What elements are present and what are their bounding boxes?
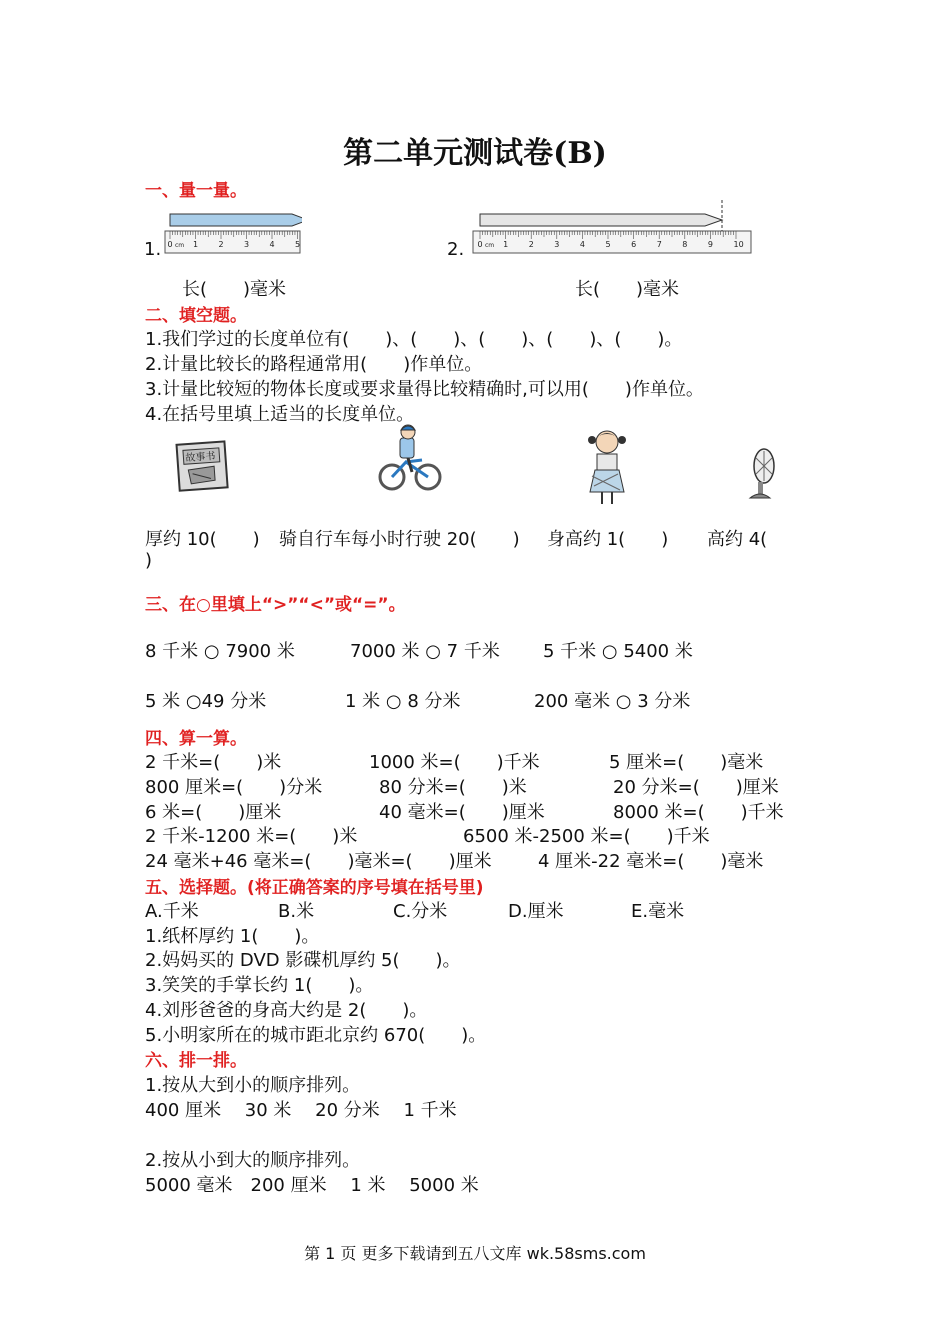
compare-6: 200 毫米 ○ 3 分米 [534,691,691,712]
unit-item-bicycle: 骑自行车每小时行驶 20( ) [279,529,520,550]
ruler2-tick-label: 5 [605,240,611,249]
pencil-2 [480,214,722,226]
calc-7: 6 米=( )厘米 [145,802,282,823]
ruler1-answer: 长( )毫米 [182,279,287,300]
order-question-1: 1.按从大到小的顺序排列。 [145,1075,361,1096]
choice-question-3: 3.笑笑的手掌长约 1( )。 [145,975,374,996]
fill-question-3: 3.计量比较短的物体长度或要求量得比较精确时,可以用( )作单位。 [145,379,704,400]
compare-5: 1 米 ○ 8 分米 [345,691,461,712]
compare-2: 7000 米 ○ 7 千米 [350,641,500,662]
option-a: A.千米 [145,901,199,922]
ruler2-tick-label: 2 [528,240,534,249]
compare-4: 5 米 ○49 分米 [145,691,267,712]
section5-heading: 五、选择题。(将正确答案的序号填在括号里) [145,878,484,898]
ruler1-figure [162,198,302,258]
option-c: C.分米 [393,901,448,922]
ruler2-tick-label: 1 [503,240,509,249]
calc-8: 40 毫米=( )厘米 [379,802,545,823]
page-title: 第二单元测试卷(B) [343,136,607,171]
choice-question-2: 2.妈妈买的 DVD 影碟机厚约 5( )。 [145,950,461,971]
ruler2-tick-label: 6 [631,240,637,249]
option-d: D.厘米 [508,901,564,922]
ruler2-tick-label: 9 [707,240,713,249]
ruler2-tick-label: 7 [656,240,662,249]
fill-question-4: 4.在括号里填上适当的长度单位。 [145,404,415,425]
ruler1-tick-label: 1 [193,240,199,249]
pencil-1 [170,214,302,226]
ruler2-number: 2. [447,239,465,260]
ruler1-tick-label: 4 [269,240,275,249]
ruler2-tick-label: 3 [554,240,560,249]
ruler1-unit-label: cm [175,242,185,249]
ruler2-tick-label: 0 [477,240,483,249]
girl-picture [582,428,632,508]
ruler2-tick-label: 8 [682,240,688,249]
option-b: B.米 [278,901,315,922]
section1-heading: 一、量一量。 [145,181,247,201]
ruler1-number: 1. [144,239,162,260]
section4-heading: 四、算一算。 [145,729,247,749]
choice-question-5: 5.小明家所在的城市距北京约 670( )。 [145,1025,487,1046]
calc-6: 20 分米=( )厘米 [613,777,779,798]
ruler2-tick-label: 4 [579,240,585,249]
choice-question-1: 1.纸杯厚约 1( )。 [145,926,320,947]
calc-3: 5 厘米=( )毫米 [609,752,764,773]
section3-heading: 三、在○里填上“>”“<”或“=”。 [145,595,406,615]
ruler1-tick-label: 3 [244,240,250,249]
calc-10: 2 千米-1200 米=( )米 [145,826,358,847]
ruler2-answer: 长( )毫米 [575,279,680,300]
section2-heading: 二、填空题。 [145,306,247,326]
ruler1-tick-label: 5 [295,240,301,249]
ruler2-tick-label: 10 [733,240,744,249]
fan-picture [744,446,776,500]
page-footer: 第 1 页 更多下载请到五八文库 wk.58sms.com [304,1244,646,1263]
calc-5: 80 分米=( )米 [379,777,527,798]
ruler2-figure [470,198,755,258]
section6-heading: 六、排一排。 [145,1051,247,1071]
storybook-picture [172,435,234,495]
compare-3: 5 千米 ○ 5400 米 [543,641,693,662]
unit-item-book: 厚约 10( ) [145,529,260,550]
choice-question-4: 4.刘彤爸爸的身高大约是 2( )。 [145,1000,428,1021]
calc-13: 4 厘米-22 毫米=( )毫米 [538,851,764,872]
fill-question-2: 2.计量比较长的路程通常用( )作单位。 [145,354,483,375]
unit-item-fan-close: ) [145,550,153,571]
calc-12: 24 毫米+46 毫米=( )毫米=( )厘米 [145,851,492,872]
book-title-text: 故事书 [185,451,216,465]
cyclist-picture [378,422,442,494]
order-items-2: 5000 毫米 200 厘米 1 米 5000 米 [145,1175,479,1196]
order-question-2: 2.按从小到大的顺序排列。 [145,1150,361,1171]
calc-4: 800 厘米=( )分米 [145,777,323,798]
calc-11: 6500 米-2500 米=( )千米 [463,826,710,847]
fill-question-1: 1.我们学过的长度单位有( )、( )、( )、( )、( )。 [145,329,683,350]
unit-item-height: 身高约 1( ) [547,529,669,550]
unit-item-fan: 高约 4( [707,529,768,550]
calc-9: 8000 米=( )千米 [613,802,784,823]
order-items-1: 400 厘米 30 米 20 分米 1 千米 [145,1100,457,1121]
ruler2-unit-label: cm [485,242,495,249]
compare-1: 8 千米 ○ 7900 米 [145,641,295,662]
calc-1: 2 千米=( )米 [145,752,282,773]
ruler1-tick-label: 0 [167,240,173,249]
calc-2: 1000 米=( )千米 [369,752,540,773]
option-e: E.毫米 [631,901,685,922]
ruler1-tick-label: 2 [218,240,224,249]
